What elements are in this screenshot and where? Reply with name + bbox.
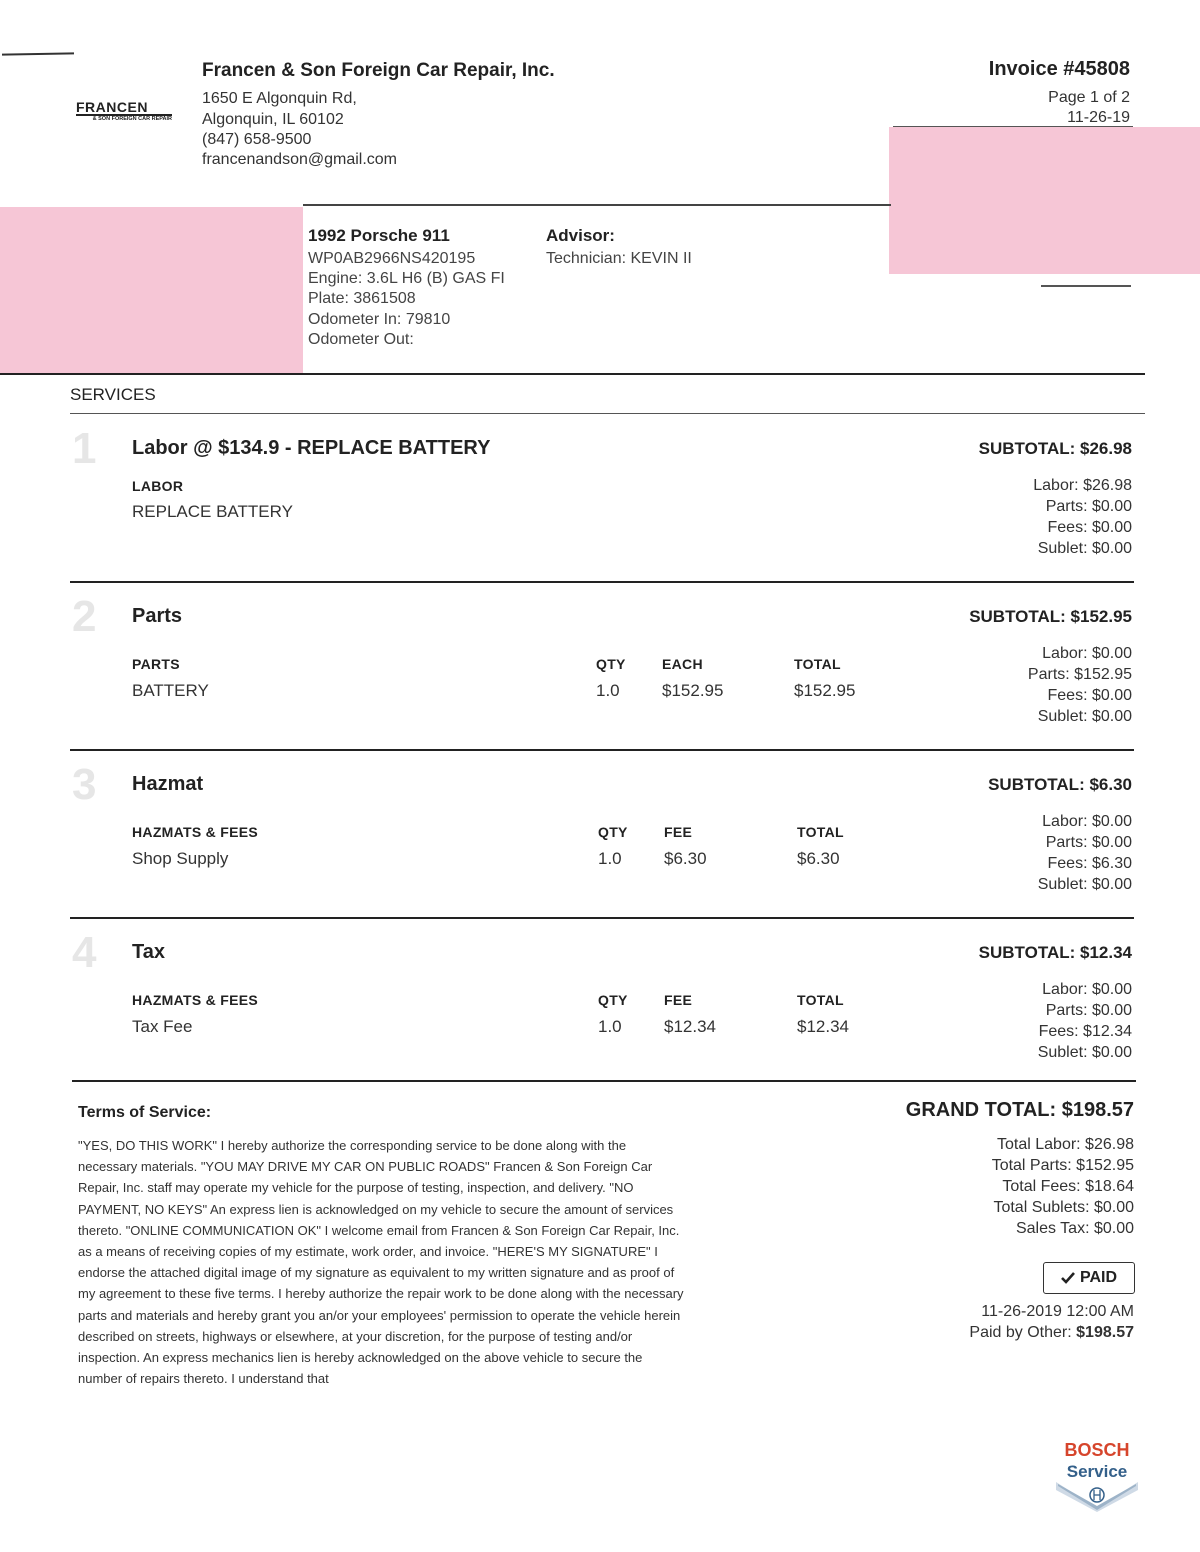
small-rule xyxy=(1041,285,1131,287)
vehicle-vin: WP0AB2966NS420195 xyxy=(308,250,476,267)
service-title: Parts xyxy=(132,605,183,627)
shop-address-1: 1650 E Algonquin Rd, xyxy=(202,90,357,107)
redaction-customer-left xyxy=(0,207,303,374)
section-divider xyxy=(70,917,1134,919)
item-total: $152.95 xyxy=(794,681,856,700)
breakdown-fees: Fees: $6.30 xyxy=(1047,855,1132,872)
service-breakdown xyxy=(1033,475,1132,559)
service-title: Hazmat xyxy=(132,773,204,795)
payment-datetime: 11-26-2019 12:00 AM xyxy=(981,1303,1134,1320)
shop-email: francenandson@gmail.com xyxy=(202,151,398,168)
shop-address-2: Algonquin, IL 60102 xyxy=(202,111,344,128)
invoice-title: Invoice #45808 xyxy=(988,58,1130,80)
services-label: SERVICES xyxy=(70,385,156,404)
header-rule xyxy=(303,204,891,206)
advisor-label: Advisor: xyxy=(546,226,615,245)
item-price: $152.95 xyxy=(662,681,724,700)
odometer-out: Odometer Out: xyxy=(308,331,414,348)
column-header-fee: FEE xyxy=(664,992,693,1008)
item-total: $12.34 xyxy=(797,1017,849,1036)
column-header-qty: QTY xyxy=(596,656,626,672)
breakdown-parts: Parts: $0.00 xyxy=(1045,1002,1132,1019)
column-header-total: TOTAL xyxy=(794,656,841,672)
breakdown-sublet: Sublet: $0.00 xyxy=(1037,876,1132,893)
item-qty: 1.0 xyxy=(598,849,622,868)
breakdown-parts: Parts: $152.95 xyxy=(1027,666,1132,683)
service-subtotal: SUBTOTAL: $26.98 xyxy=(978,439,1132,458)
column-header-total: TOTAL xyxy=(797,992,844,1008)
item-qty: 1.0 xyxy=(598,1017,622,1036)
total-labor: Total Labor: $26.98 xyxy=(997,1136,1134,1153)
bosch-service-text: Service xyxy=(1066,1462,1128,1481)
odometer-in: Odometer In: 79810 xyxy=(308,311,451,328)
totals-list xyxy=(992,1134,1134,1239)
section-divider xyxy=(70,581,1134,583)
terms-title: Terms of Service: xyxy=(78,1104,212,1121)
check-icon xyxy=(1061,1272,1075,1284)
service-number: 1 xyxy=(72,424,97,473)
column-header-label: HAZMATS & FEES xyxy=(132,992,259,1008)
service-item: Shop Supply xyxy=(132,849,229,868)
services-top-rule xyxy=(0,373,1145,375)
service-subtotal: SUBTOTAL: $12.34 xyxy=(978,943,1132,962)
breakdown-sublet: Sublet: $0.00 xyxy=(1037,540,1132,557)
section-divider xyxy=(72,1080,1136,1082)
total-fees: Total Fees: $18.64 xyxy=(1002,1178,1134,1195)
breakdown-sublet: Sublet: $0.00 xyxy=(1037,708,1132,725)
vehicle-engine: Engine: 3.6L H6 (B) GAS FI xyxy=(308,270,505,287)
vehicle-name: 1992 Porsche 911 xyxy=(308,226,450,245)
service-number: 3 xyxy=(72,760,97,809)
paid-by-amount: $198.57 xyxy=(1076,1324,1134,1341)
shop-name: Francen & Son Foreign Car Repair, Inc. xyxy=(202,60,555,81)
paid-by xyxy=(969,1322,1134,1343)
breakdown-fees: Fees: $0.00 xyxy=(1047,519,1132,536)
grand-total: GRAND TOTAL: $198.57 xyxy=(905,1099,1134,1121)
stray-mark xyxy=(2,52,74,55)
breakdown-labor: Labor: $0.00 xyxy=(1042,645,1132,662)
paid-by-label: Paid by Other: xyxy=(969,1324,1072,1341)
total-sublets: Total Sublets: $0.00 xyxy=(993,1199,1134,1216)
vehicle-plate: Plate: 3861508 xyxy=(308,290,416,307)
column-header-total: TOTAL xyxy=(797,824,844,840)
technician: Technician: KEVIN II xyxy=(546,250,692,267)
service-title: Labor @ $134.9 - REPLACE BATTERY xyxy=(132,437,491,459)
breakdown-fees: Fees: $0.00 xyxy=(1047,687,1132,704)
terms-body: "YES, DO THIS WORK" I hereby authorize the corresponding service to be done along with the necessary materials. "YOU MAY DRIVE MY CAR ON PUBLIC ROADS" Francen & Son Foreign Car Repair, Inc. staff may operate my vehicle for the purpose of testing, inspection, and delivery. "NO PAYMENT, NO KEYS" An express lien is acknowledged on my vehicle to secure the amount of services thereto. "ONLINE COMMUNICATION OK" I welcome email from Francen & Son Foreign Car Repair, Inc. as a means of receiving copies of my estimate, work order, and invoice. "HERE'S MY SIGNATURE" I endorse the attached digital image of my signature as equivalent to my written signature and as proof of my agreement to these five terms. I hereby authorize the repair work to be done along with the necessary parts and materials and hereby grant you an/or your employees' permission to operate the vehicle herein described on streets, highways or elsewhere, at your discretion, for the purpose of testing and/or inspection. An express mechanics lien is hereby acknowledged on the above vehicle to secure the number of repairs thereto. I understand that xyxy=(78,1138,684,1387)
total-parts: Total Parts: $152.95 xyxy=(991,1157,1134,1174)
breakdown-fees: Fees: $12.34 xyxy=(1038,1023,1132,1040)
logo-subtext: & SON FOREIGN CAR REPAIR xyxy=(92,116,172,122)
column-header-qty: QTY xyxy=(598,992,628,1008)
service-number: 2 xyxy=(72,592,97,641)
bosch-service-logo xyxy=(1056,1438,1138,1512)
service-item: Tax Fee xyxy=(132,1017,193,1036)
breakdown-labor: Labor: $0.00 xyxy=(1042,981,1132,998)
service-breakdown xyxy=(1038,811,1132,895)
invoice-page: Page 1 of 2 xyxy=(1048,89,1130,106)
services-label-rule xyxy=(70,413,1145,414)
logo-text: FRANCEN xyxy=(76,100,172,116)
service-subtotal: SUBTOTAL: $6.30 xyxy=(988,775,1132,794)
shop-logo xyxy=(76,100,172,122)
item-price: $6.30 xyxy=(664,849,707,868)
column-header-label: PARTS xyxy=(132,656,180,672)
column-header-label: HAZMATS & FEES xyxy=(132,824,259,840)
payment-info xyxy=(969,1301,1134,1343)
service-breakdown xyxy=(1028,643,1132,727)
service-item: BATTERY xyxy=(132,681,209,700)
column-header-label: LABOR xyxy=(132,478,184,494)
column-header-qty: QTY xyxy=(598,824,628,840)
item-total: $6.30 xyxy=(797,849,840,868)
item-qty: 1.0 xyxy=(596,681,620,700)
service-item: REPLACE BATTERY xyxy=(132,502,293,521)
paid-badge xyxy=(1043,1262,1135,1294)
breakdown-sublet: Sublet: $0.00 xyxy=(1037,1044,1132,1061)
sales-tax: Sales Tax: $0.00 xyxy=(1015,1220,1134,1237)
breakdown-labor: Labor: $0.00 xyxy=(1042,813,1132,830)
breakdown-parts: Parts: $0.00 xyxy=(1045,498,1132,515)
breakdown-parts: Parts: $0.00 xyxy=(1045,834,1132,851)
invoice-date: 11-26-19 xyxy=(1067,109,1130,126)
paid-status: PAID xyxy=(1079,1269,1118,1286)
service-title: Tax xyxy=(132,941,165,963)
section-divider xyxy=(70,749,1134,751)
redaction-customer-top xyxy=(889,127,1200,274)
service-subtotal: SUBTOTAL: $152.95 xyxy=(969,607,1132,626)
column-header-fee: FEE xyxy=(664,824,693,840)
service-number: 4 xyxy=(72,928,97,977)
item-price: $12.34 xyxy=(664,1017,716,1036)
breakdown-labor: Labor: $26.98 xyxy=(1033,477,1132,494)
shop-phone: (847) 658-9500 xyxy=(202,131,312,148)
bosch-name: BOSCH xyxy=(1064,1440,1130,1460)
service-breakdown xyxy=(1038,979,1132,1063)
column-header-each: EACH xyxy=(662,656,703,672)
